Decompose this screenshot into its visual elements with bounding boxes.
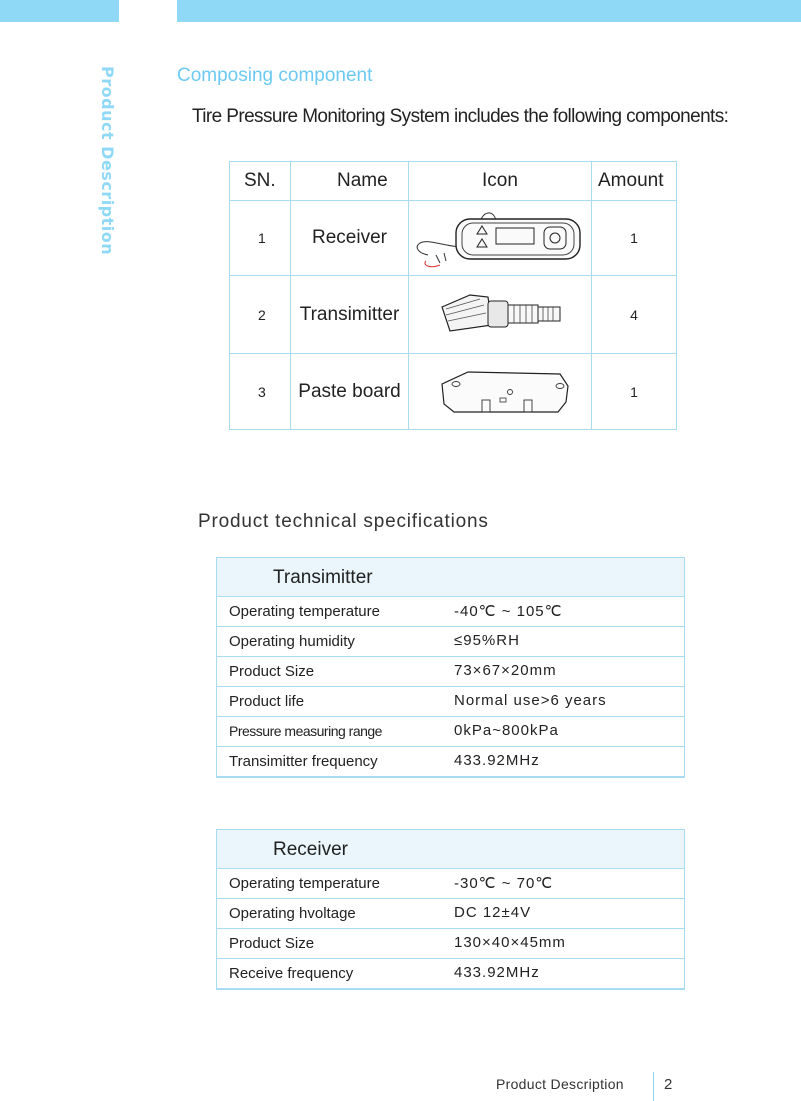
spec-label: Receive frequency <box>229 965 354 982</box>
components-table <box>229 161 677 430</box>
table-row <box>217 929 684 959</box>
table-row <box>230 354 677 430</box>
spec-label: Product Size <box>229 935 315 952</box>
spec-value: Normal use>6 years <box>454 692 607 709</box>
table-row <box>217 717 684 747</box>
spec-value: 130×40×45mm <box>454 934 566 951</box>
row-name: Receiver <box>291 201 409 276</box>
specs-title: Product technical specifications <box>198 511 489 532</box>
spec-value: -30℃ ~ 70℃ <box>454 875 554 892</box>
table-row <box>217 627 684 657</box>
row-name: Paste board <box>291 354 409 430</box>
table-row <box>230 201 677 276</box>
header-icon: Icon <box>409 162 592 201</box>
spec-value: -40℃ ~ 105℃ <box>454 603 563 620</box>
table-row <box>217 657 684 687</box>
spec-label: Product Size <box>229 663 315 680</box>
spec-label: Operating humidity <box>229 633 355 650</box>
spec-value: 0kPa~800kPa <box>454 722 559 739</box>
table-row <box>217 687 684 717</box>
spec-value: DC 12±4V <box>454 904 532 921</box>
receiver-device-icon <box>409 201 592 276</box>
spec-label: Operating temperature <box>229 603 380 620</box>
spec-label: Operating hvoltage <box>229 905 356 922</box>
row-sn: 3 <box>230 354 291 430</box>
spec-table-header: Transimitter <box>217 558 684 597</box>
footer-label: Product Description <box>496 1076 624 1092</box>
footer-divider <box>653 1072 654 1101</box>
header-name: Name <box>291 162 409 201</box>
row-sn: 1 <box>230 201 291 276</box>
top-bar-left <box>0 0 119 22</box>
page-number: 2 <box>664 1076 673 1093</box>
transmitter-spec-table <box>216 557 685 778</box>
row-amount: 1 <box>592 354 677 430</box>
top-bar-right <box>177 0 801 22</box>
header-sn: SN. <box>230 162 291 201</box>
spec-value: 73×67×20mm <box>454 662 557 679</box>
spec-label: Pressure measuring range <box>229 723 382 739</box>
table-row <box>217 869 684 899</box>
table-row <box>217 597 684 627</box>
table-row <box>217 899 684 929</box>
spec-value: 433.92MHz <box>454 964 540 981</box>
intro-text: Tire Pressure Monitoring System includes the following components: <box>192 106 729 127</box>
table-row <box>230 276 677 354</box>
header-amount: Amount <box>592 162 677 201</box>
row-sn: 2 <box>230 276 291 354</box>
section-title: Composing component <box>177 65 373 86</box>
spec-label: Operating temperature <box>229 875 380 892</box>
transmitter-valve-icon <box>409 276 592 354</box>
row-name: Transimitter <box>291 276 409 354</box>
spec-label: Transimitter frequency <box>229 753 378 770</box>
spec-value: ≤95%RH <box>454 632 520 649</box>
spec-label: Product life <box>229 693 305 710</box>
components-header-row <box>230 162 677 201</box>
side-section-label: Product Description <box>98 66 117 256</box>
spec-table-header: Receiver <box>217 830 684 869</box>
receiver-spec-table <box>216 829 685 990</box>
paste-board-icon <box>409 354 592 430</box>
table-row <box>217 747 684 776</box>
spec-value: 433.92MHz <box>454 752 540 769</box>
table-row <box>217 959 684 988</box>
row-amount: 1 <box>592 201 677 276</box>
row-amount: 4 <box>592 276 677 354</box>
